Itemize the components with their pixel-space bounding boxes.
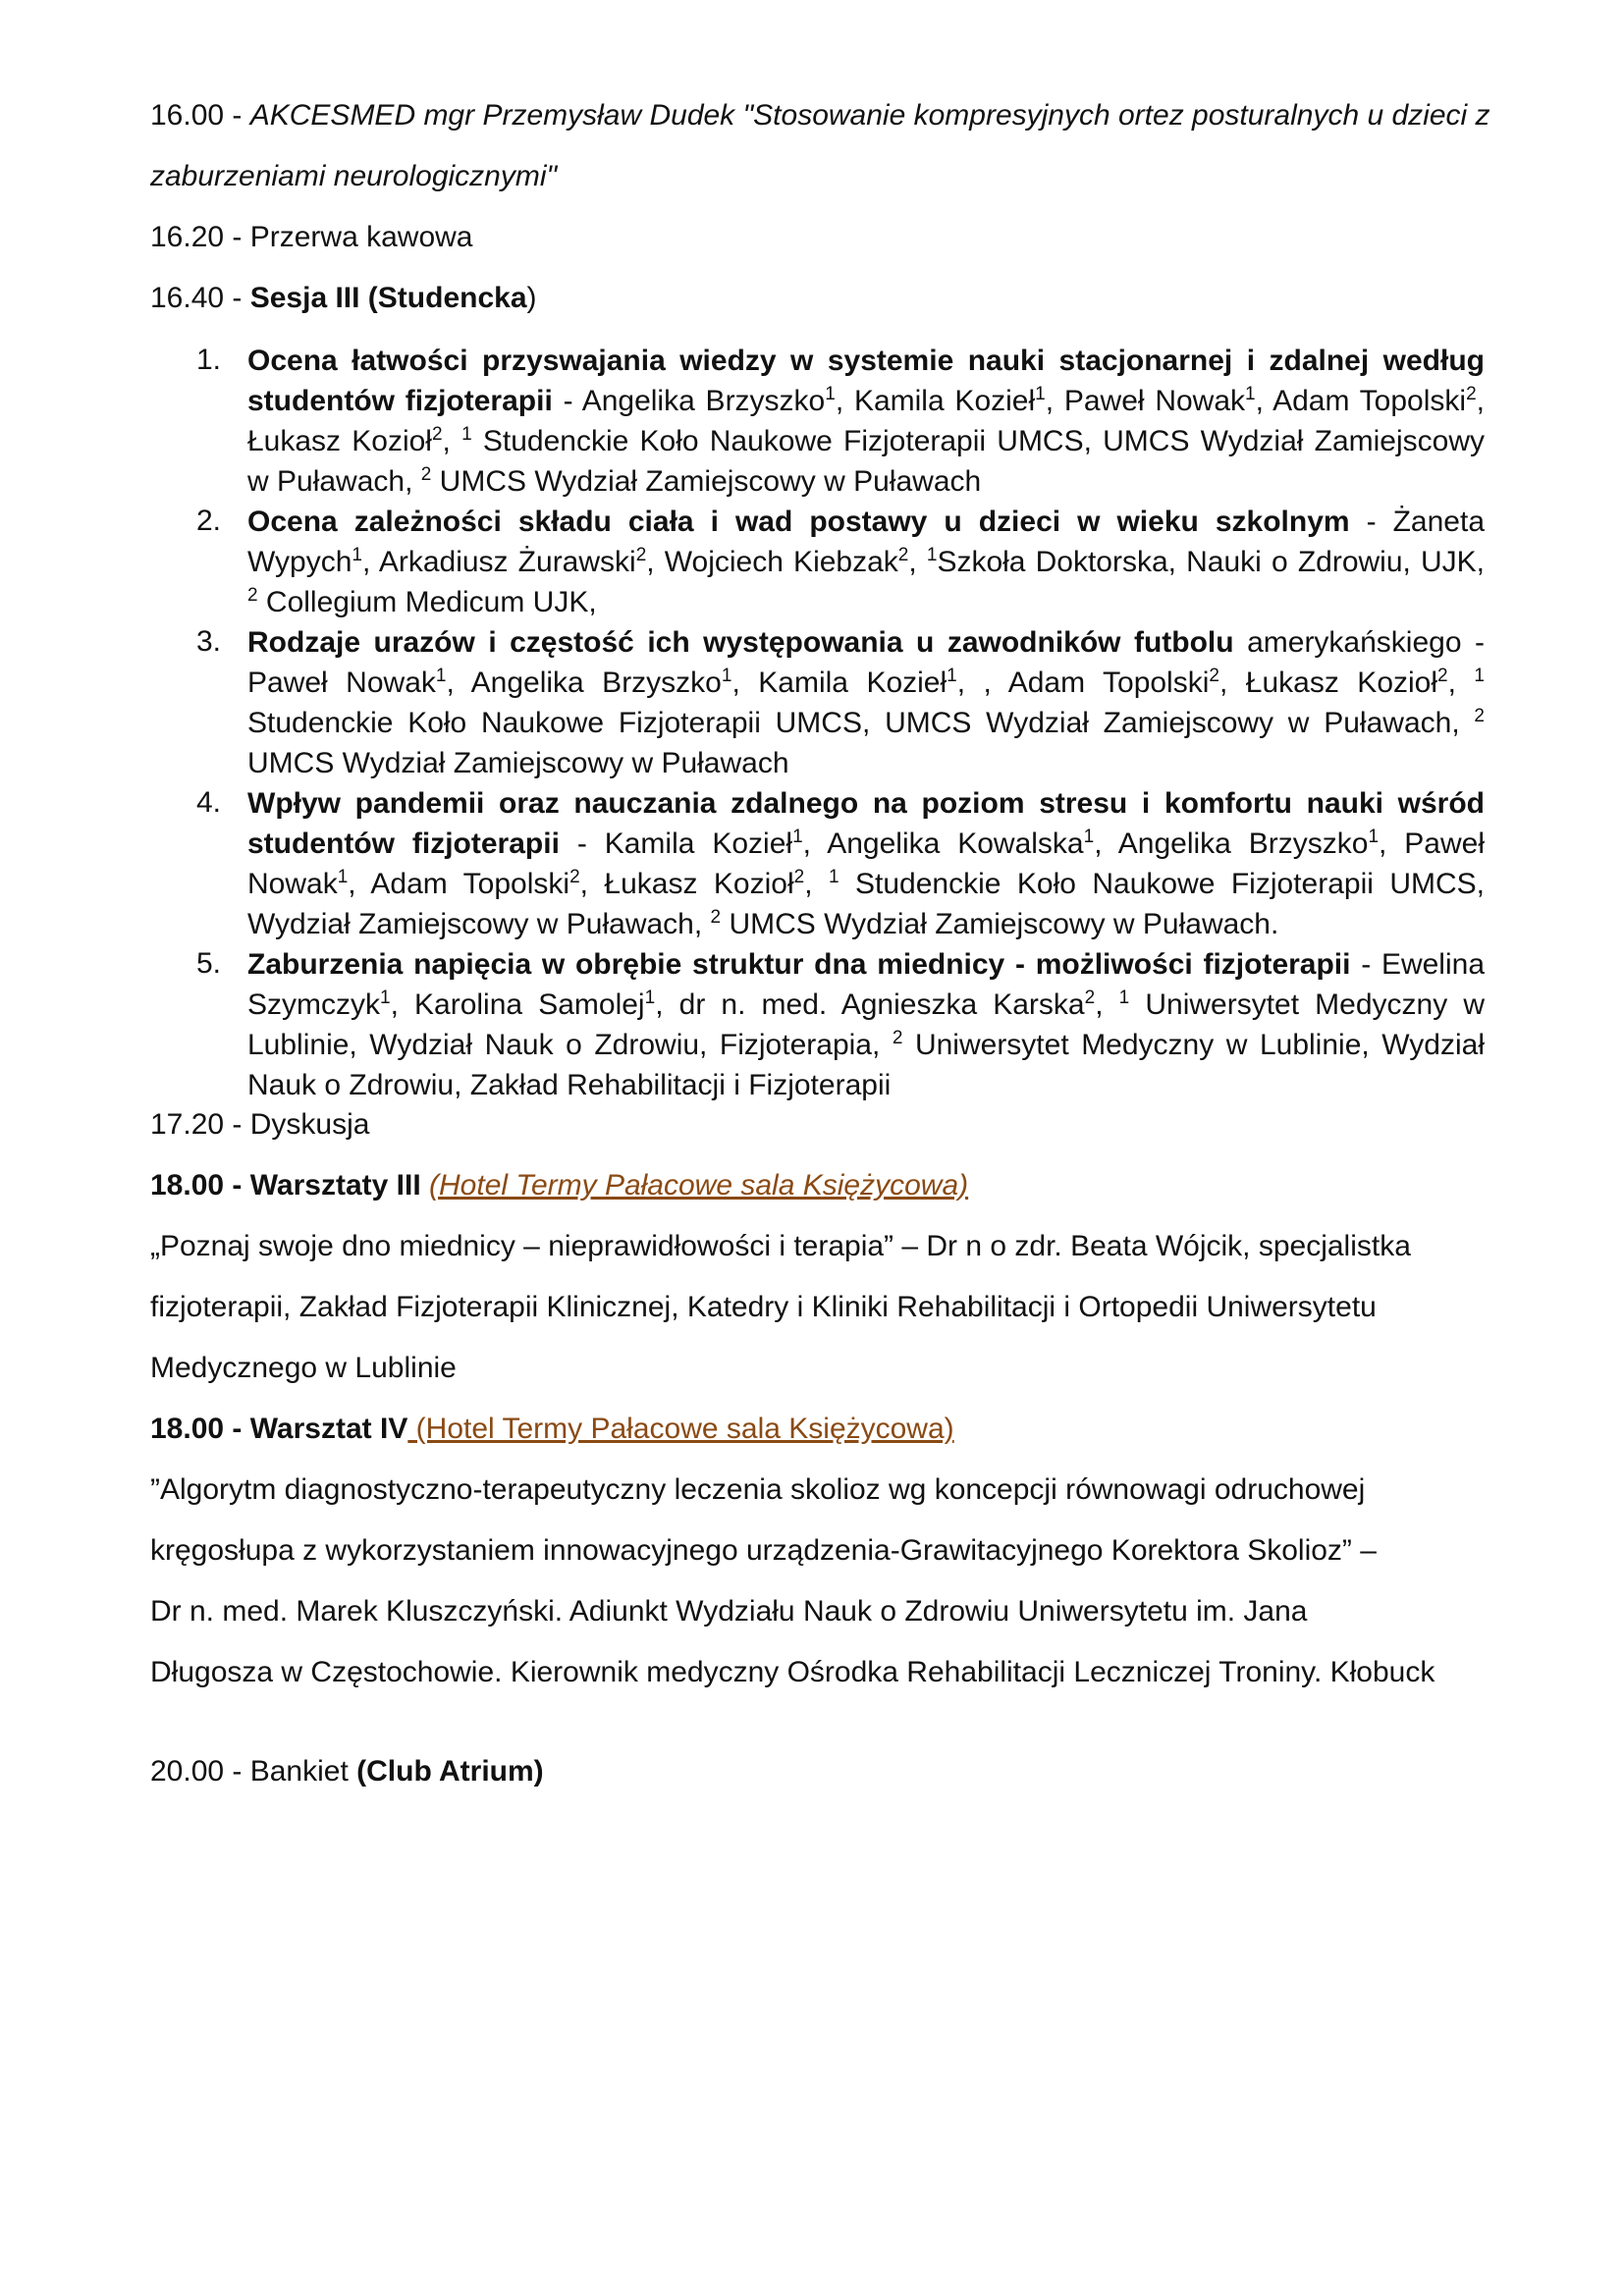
line-1640: 16.40 - Sesja III (Studencka) [150, 282, 537, 314]
workshop-3-desc-2: fizjoterapii, Zakład Fizjoterapii Klinicznej, Katedry i Kliniki Rehabilitacji i Ortopedii Uniwersytetu [150, 1291, 1377, 1323]
list-num-2: 2. [196, 505, 222, 537]
venue-link-4[interactable]: (Hotel Termy Pałacowe sala Księżycowa) [407, 1413, 954, 1445]
workshop-4-desc-2: kręgosłupa z wykorzystaniem innowacyjnego urządzenia-Grawitacyjnego Korektora Skolioz” – [150, 1534, 1377, 1567]
list-item: Ocena zależności składu ciała i wad postawy u dzieci w wieku szkolnym - Żaneta Wypych$^1$, Arkadiusz Żurawski$^2$, Wojciech Kiebzak$^2$, $^1$Szkoła Doktorska, Nauki o Zdrowiu, UJK, $^2$ Collegium Medicum UJK, [247, 506, 1486, 618]
list-num-4: 4. [196, 786, 222, 819]
line-1600: 16.00 - AKCESMED mgr Przemysław Dudek "Stosowanie kompresyjnych ortez posturalnych u dzieci z [150, 99, 1490, 132]
list-num-3: 3. [196, 625, 222, 658]
list-num-5: 5. [196, 947, 222, 980]
akcesmed-title: AKCESMED mgr Przemysław Dudek "Stosowanie kompresyjnych ortez posturalnych u dzieci z [249, 99, 1490, 132]
workshop-3-desc-1: „Poznaj swoje dno miednicy – nieprawidłowości i terapia” – Dr n o zdr. Beata Wójcik, specjalistka [150, 1230, 1411, 1262]
line-bankiet: 20.00 - Bankiet (Club Atrium) [150, 1755, 544, 1788]
list-item: Ocena łatwości przyswajania wiedzy w systemie nauki stacjonarnej i zdalnej według studentów fizjoterapii - Angelika Brzyszko$^1$, Kamila Kozieł$^1$, Paweł Nowak$^1$, Adam Topolski$^2$, Łukasz Kozioł$^2$, $^1$ Studenckie Koło Naukowe Fizjoterapii UMCS, UMCS Wydział Zamiejscowy w Puławach, $^2$ UMCS Wydział Zamiejscowy w Puławach [247, 345, 1485, 498]
workshop-4-desc-3: Dr n. med. Marek Kluszczyński. Adiunkt Wydziału Nauk o Zdrowiu Uniwersytetu im. Jana [150, 1595, 1308, 1628]
line-workshop-4: 18.00 - Warsztat IV (Hotel Termy Pałacowe sala Księżycowa) [150, 1413, 954, 1445]
line-1720: 17.20 - Dyskusja [150, 1108, 370, 1141]
list-num-1: 1. [196, 344, 222, 376]
workshop-3-desc-3: Medycznego w Lublinie [150, 1352, 457, 1384]
list-item: Wpływ pandemii oraz nauczania zdalnego na poziom stresu i komfortu nauki wśród studentów fizjoterapii - Kamila Kozieł$^1$, Angelika Kowalska$^1$, Angelika Brzyszko$^1$, Paweł Nowak$^1$, Adam Topolski$^2$, Łukasz Kozioł$^2$, $^1$ Studenckie Koło Naukowe Fizjoterapii UMCS, Wydział Zamiejscowy w Puławach, $^2$ UMCS Wydział Zamiejscowy w Puławach. [247, 787, 1486, 940]
list-item: Rodzaje urazów i częstość ich występowania u zawodników futbolu amerykańskiego - Paweł Nowak$^1$, Angelika Brzyszko$^1$, Kamila Kozieł$^1$, , Adam Topolski$^2$, Łukasz Kozioł$^2$, $^1$ Studenckie Koło Naukowe Fizjoterapii UMCS, UMCS Wydział Zamiejscowy w Puławach, $^2$ UMCS Wydział Zamiejscowy w Puławach [247, 626, 1485, 779]
workshop-4-desc-1: ”Algorytm diagnostyczno-terapeutyczny leczenia skolioz wg koncepcji równowagi odruchowej [150, 1473, 1366, 1506]
list-item: Zaburzenia napięcia w obrębie struktur dna miednicy - możliwości fizjoterapii - Ewelina Szymczyk$^1$, Karolina Samolej$^1$, dr n. med. Agnieszka Karska$^2$, $^1$ Uniwersytet Medyczny w Lublinie, Wydział Nauk o Zdrowiu, Fizjoterapia, $^2$ Uniwersytet Medyczny w Lublinie, Wydział Nauk o Zdrowiu, Zakład Rehabilitacji i Fizjoterapii [247, 948, 1485, 1101]
line-workshop-3: 18.00 - Warsztaty III (Hotel Termy Pałacowe sala Księżycowa) [150, 1169, 969, 1201]
workshop-4-desc-4: Długosza w Częstochowie. Kierownik medyczny Ośrodka Rehabilitacji Leczniczej Troniny. Kłobuck [150, 1656, 1435, 1688]
venue-link-3[interactable]: (Hotel Termy Pałacowe sala Księżycowa) [429, 1169, 969, 1201]
line-1620: 16.20 - Przerwa kawowa [150, 221, 473, 253]
line-1600-cont: zaburzeniami neurologicznymi" [150, 160, 558, 192]
